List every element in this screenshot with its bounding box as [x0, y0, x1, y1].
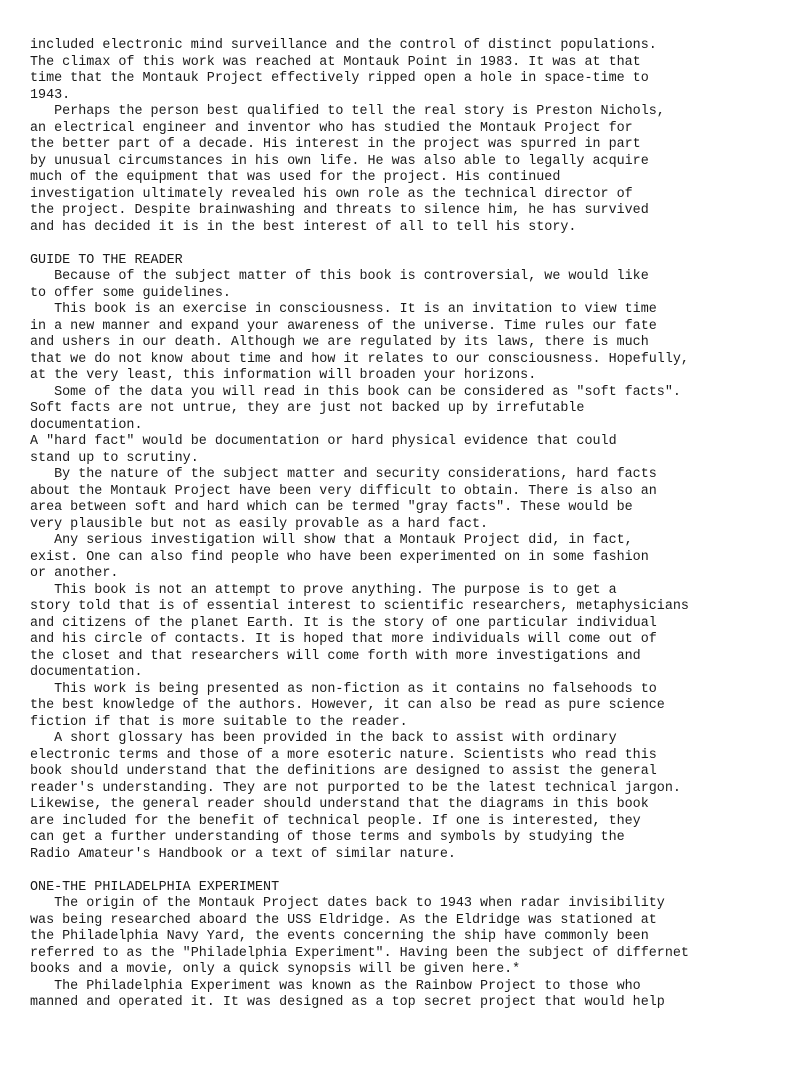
text-line: This book is not an attempt to prove anything. The purpose is to get a: [30, 582, 617, 598]
text-line: at the very least, this information will broaden your horizons.: [30, 368, 537, 383]
text-line: are included for the benefit of technical people. If one is interested, they: [30, 813, 641, 829]
text-block: [30, 38, 785, 236]
text-line: electronic terms and those of a more esoteric nature. Scientists who read this: [30, 747, 657, 763]
text-line: an electrical engineer and inventor who has studied the Montauk Project for: [30, 120, 633, 136]
text-line: the best knowledge of the authors. However, it can also be read as pure science: [30, 698, 665, 713]
text-line: and ushers in our death. Although we are regulated by its laws, there is much: [30, 335, 649, 350]
text-line: This book is an exercise in consciousness. It is an invitation to view time: [30, 302, 657, 317]
text-line: Soft facts are not untrue, they are just not backed up by irrefutable: [30, 401, 585, 416]
text-line: area between soft and hard which can be termed "gray facts". These would be: [30, 500, 633, 515]
text-line: time that the Montauk Project effectively ripped open a hole in space-time to: [30, 71, 649, 86]
text-line: This work is being presented as non-fiction as it contains no falsehoods to: [30, 681, 657, 697]
paragraph-gap: [30, 863, 785, 880]
text-line: much of the equipment that was used for the project. His continued: [30, 170, 561, 185]
text-line: the closet and that researchers will come forth with more investigations and: [30, 648, 641, 664]
text-block: [30, 880, 785, 1012]
text-line: The origin of the Montauk Project dates back to 1943 when radar invisibility: [30, 896, 665, 911]
text-line: Some of the data you will read in this book can be considered as "soft facts".: [30, 384, 681, 400]
text-line: and citizens of the planet Earth. It is the story of one particular individual: [30, 615, 657, 631]
text-line: The climax of this work was reached at Montauk Point in 1983. It was at that: [30, 54, 641, 70]
text-line: the project. Despite brainwashing and threats to silence him, he has survived: [30, 203, 649, 218]
text-line: in a new manner and expand your awareness of the universe. Time rules our fate: [30, 318, 657, 334]
text-line: A short glossary has been provided in the back to assist with ordinary: [30, 731, 617, 746]
text-line: documentation.: [30, 665, 143, 680]
text-line: by unusual circumstances in his own life. He was also able to legally acquire: [30, 153, 649, 169]
text-line: book should understand that the definitions are designed to assist the general: [30, 764, 657, 779]
text-line: exist. One can also find people who have been experimented on in some fashion: [30, 549, 649, 565]
text-block: [30, 253, 785, 864]
text-line: can get a further understanding of those terms and symbols by studying the: [30, 830, 625, 845]
text-line: to offer some guidelines.: [30, 285, 231, 301]
text-line: GUIDE TO THE READER: [30, 252, 183, 268]
text-line: or another.: [30, 566, 119, 581]
paragraph-gap: [30, 236, 785, 253]
document-page: [30, 38, 785, 1012]
text-line: Radio Amateur's Handbook or a text of similar nature.: [30, 846, 456, 862]
text-line: stand up to scrutiny.: [30, 450, 199, 466]
text-line: about the Montauk Project have been very difficult to obtain. There is also an: [30, 483, 657, 499]
text-line: Likewise, the general reader should understand that the diagrams in this book: [30, 797, 649, 812]
text-line: documentation.: [30, 417, 143, 433]
text-line: investigation ultimately revealed his own role as the technical director of: [30, 186, 633, 202]
text-line: books and a movie, only a quick synopsis will be given here.*: [30, 962, 521, 977]
text-line: The Philadelphia Experiment was known as the Rainbow Project to those who: [30, 978, 641, 994]
text-line: A "hard fact" would be documentation or hard physical evidence that could: [30, 434, 617, 449]
text-line: reader's understanding. They are not purported to be the latest technical jargon.: [30, 780, 681, 796]
text-line: the better part of a decade. His interest in the project was spurred in part: [30, 137, 641, 152]
text-line: the Philadelphia Navy Yard, the events concerning the ship have commonly been: [30, 929, 649, 944]
text-line: story told that is of essential interest to scientific researchers, metaphysicians: [30, 599, 689, 614]
text-line: and his circle of contacts. It is hoped that more individuals will come out of: [30, 632, 657, 647]
text-line: and has decided it is in the best interest of all to tell his story.: [30, 219, 577, 235]
text-line: referred to as the "Philadelphia Experiment". Having been the subject of differnet: [30, 945, 689, 961]
text-line: Perhaps the person best qualified to tell the real story is Preston Nichols,: [30, 104, 665, 119]
text-line: manned and operated it. It was designed as a top secret project that would help: [30, 995, 665, 1010]
text-line: ONE-THE PHILADELPHIA EXPERIMENT: [30, 879, 280, 895]
text-line: very plausible but not as easily provable as a hard fact.: [30, 516, 489, 532]
text-line: 1943.: [30, 87, 71, 103]
text-line: By the nature of the subject matter and security considerations, hard facts: [30, 467, 657, 482]
text-line: that we do not know about time and how it relates to our consciousness. Hopefully,: [30, 351, 689, 367]
text-line: was being researched aboard the USS Eldridge. As the Eldridge was stationed at: [30, 912, 657, 928]
text-line: fiction if that is more suitable to the reader.: [30, 714, 408, 730]
text-line: Any serious investigation will show that a Montauk Project did, in fact,: [30, 533, 633, 548]
text-line: included electronic mind surveillance and the control of distinct populations.: [30, 38, 657, 53]
text-line: Because of the subject matter of this book is controversial, we would like: [30, 269, 649, 284]
